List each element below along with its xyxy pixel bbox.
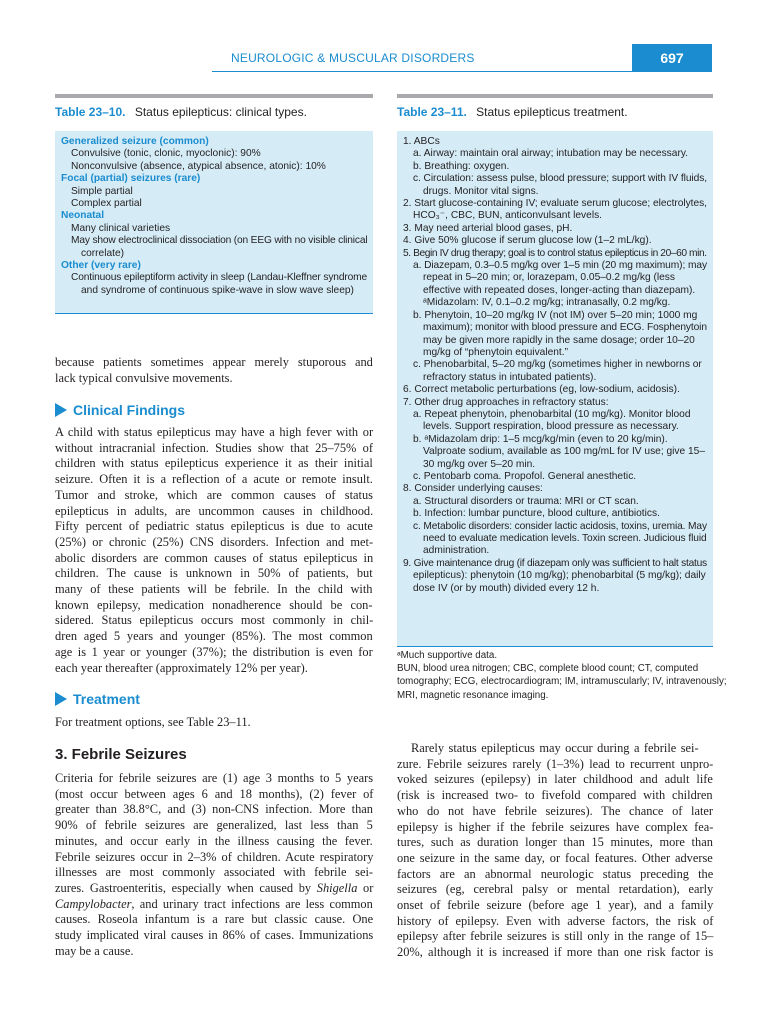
treatment-heading-text: Treatment: [73, 691, 140, 707]
table-11-line: b. Infection: lumbar puncture, blood culture, antibiotics.: [413, 508, 660, 520]
table-11-line: may be given more rapidly in the same dosage; order 10–20: [423, 334, 695, 346]
table-11-line: levels. Support respiration, blood pressure as necessary.: [423, 421, 679, 433]
table-11-title: Status epilepticus treatment.: [476, 105, 628, 119]
febrile-seizures-line: study implicated viral causes in 86% of cases. Immunizations: [55, 928, 374, 943]
table-11-line: HCO₃⁻, CBC, BUN, anticonvulsant levels.: [413, 210, 603, 222]
clinical-findings-line: Fifty percent of pediatric status epilepticus is due to acute: [55, 519, 373, 534]
table-10-line: Continuous epileptiform activity in sleep (Landau-Kleffner syndrome: [71, 272, 368, 284]
table-10-title: Status epilepticus: clinical types.: [134, 105, 307, 119]
right-column-line: seizures (eg, cerebral palsy or mental retardation), early: [397, 882, 714, 897]
febrile-seizures-line: Febrile seizures occur in 2–3% of children. Acute respiratory: [55, 849, 374, 864]
table-11-line: b. Breathing: oxygen.: [413, 160, 510, 172]
table-11-line: c. Circulation: assess pulse, blood pressure; support with IV fluids,: [413, 173, 707, 185]
table-10-line-heading: Neonatal: [61, 210, 105, 222]
febrile-seizures-line: zures. Gastroenteritis, especially when caused by Shigella or: [55, 880, 374, 895]
right-column-line: voked seizures (epilepsy) in later childhood and adult life: [397, 772, 713, 787]
table-11-line: administration.: [423, 545, 490, 557]
table-11-line: a. Airway: maintain oral airway; intubation may be necessary.: [413, 148, 689, 160]
clinical-findings-line: abolic disorders are common causes of status epilepticus in: [55, 550, 374, 565]
clinical-findings-line: Tumor and stroke, which are common causes of status: [55, 487, 373, 502]
clinical-findings-line: (25%) or chronic (25%) CNS disorders. Infection and met-: [55, 534, 374, 549]
table-11-line: 7. Other drug approaches in refractory status:: [403, 396, 609, 408]
table-10-line: Nonconvulsive (absence, atypical absence, atonic): 10%: [71, 160, 326, 172]
triangle-bullet-icon: [55, 403, 67, 417]
febrile-seizures-line: minutes, and occur early in the illness causing the fever.: [55, 833, 373, 848]
table-11-line: 6. Correct metabolic perturbations (eg, low-sodium, acidosis).: [403, 384, 680, 396]
table-10-line: Convulsive (tonic, clonic, myoclonic): 90%: [71, 148, 261, 160]
table-11-footnote-line: tomography; ECG, electrocardiogram; IM, intramuscularly; IV, intravenously;: [397, 676, 727, 688]
table-11-label: Table 23–11.: [397, 105, 467, 119]
right-column-line: epilepsy is higher if the febrile seizures have complex fea-: [397, 819, 714, 834]
clinical-findings-heading-text: Clinical Findings: [73, 402, 186, 418]
clinical-findings-line: known epilepsy, medication nonadherence should be con-: [55, 597, 373, 612]
treatment-paragraph: [55, 715, 373, 731]
table-11-line: a. Diazepam, 0.3–0.5 mg/kg over 1–5 min (20 mg maximum); may: [413, 260, 707, 272]
clinical-findings-line: seizure. Often it is a reflection of a acute or remote insult.: [55, 472, 373, 487]
table-11-line: b. ᵃMidazolam drip: 1–5 mcg/kg/min (even to 20 kg/min).: [413, 433, 668, 445]
clinical-findings-paragraph: [55, 425, 373, 676]
table-11-line: effective with repeated doses, longer-acting than diazepam).: [423, 284, 696, 296]
table-11-line: epilepticus): phenytoin (10 mg/kg); phenobarbital (5 mg/kg); daily: [413, 570, 706, 582]
table-11-box: [397, 131, 713, 647]
table-11-line: 5. Begin IV drug therapy; goal is to control status epilepticus in 20–60 min.: [403, 247, 707, 259]
right-column-line: onset of febrile seizure (before age 1 year), and a family: [397, 898, 714, 913]
febrile-seizures-line: causes. Roseola infantum is a rare but classic cause. One: [55, 912, 374, 927]
table-11-footnote-line: MRI, magnetic resonance imaging.: [397, 689, 549, 701]
table-11-line: mg/kg of “phenytoin equivalent.”: [423, 346, 568, 358]
febrile-seizures-line: Criteria for febrile seizures are (1) age 3 months to 5 years: [55, 771, 374, 785]
clinical-findings-line: epilepticus in adults, are uncommon causes in childhood.: [55, 503, 374, 518]
table-11-line: 9. Give maintenance drug (if diazepam only was sufficient to halt status: [403, 557, 707, 569]
table-11-line: b. Phenytoin, 10–20 mg/kg IV (not IM) over 5–20 min; 1000 mg: [413, 309, 698, 321]
table-11-line: c. Metabolic disorders: consider lactic acidosis, toxins, uremia. May: [413, 520, 707, 532]
right-column-line: Rarely status epilepticus may occur during a febrile sei-: [411, 741, 699, 755]
febrile-seizures-line: may be a cause.: [55, 943, 134, 958]
table-10-line: correlate): [81, 247, 125, 259]
page-number: 697: [632, 44, 712, 72]
treatment-heading: [55, 691, 140, 707]
intro-line: lack typical convulsive movements.: [55, 370, 233, 385]
right-column-line: who do not have febrile seizures). The chance of later: [397, 803, 714, 818]
table-11-line: a. Repeat phenytoin, phenobarbital (10 mg/kg). Monitor blood: [413, 408, 691, 420]
table-11-line: refractory status in intubated patients).: [423, 371, 597, 383]
right-column-line: factors are an abnormal neurologic status preceding the: [397, 866, 714, 881]
clinical-findings-line: many of these patients will be febrile. In the child with: [55, 582, 373, 597]
clinical-findings-line: each year thereafter (approximately 12% per year).: [55, 660, 308, 675]
header-rule: [212, 71, 632, 72]
table-10-top-rule: [55, 94, 373, 98]
clinical-findings-heading: [55, 402, 185, 418]
right-column-line: history of epilepsy. Even with adverse factors, the risk of: [397, 913, 714, 928]
clinical-findings-line: sidered. Status epilepticus occurs most commonly in chil-: [55, 613, 374, 628]
febrile-seizures-line: Campylobacter, and urinary tract infections are less common: [55, 896, 373, 911]
table-11-line: Valproate sodium, available as 100 mg/mL for IV use; give 15–: [423, 446, 706, 458]
table-11-line: a. Structural disorders or trauma: MRI or CT scan.: [413, 495, 639, 507]
table-11-line: ᵃMidazolam: IV, 0.1–0.2 mg/kg; intranasally, 0.2 mg/kg.: [423, 297, 671, 309]
clinical-findings-line: dren aged 5 years and younger (85%). The most common: [55, 629, 373, 644]
table-11-line: drugs. Monitor vital signs.: [423, 185, 539, 197]
table-10-line-heading: Generalized seizure (common): [61, 136, 209, 147]
febrile-seizures-line: greater than 38.8°C, and (3) non-CNS infection. More than: [55, 802, 373, 817]
right-column-line: one seizure in the same day, or focal features. Other adverse: [397, 850, 713, 865]
table-11-line: repeat in 5–20 min; or, lorazepam, 0.05–0.2 mg/kg (less: [423, 272, 675, 284]
table-11-line: 2. Start glucose-containing IV; evaluate serum glucose; electrolytes,: [403, 198, 707, 210]
right-column-line: epilepsy after febrile seizures is still only in the range of 15–: [397, 929, 714, 944]
right-column-paragraph: [397, 741, 713, 961]
table-11-line: 8. Consider underlying causes:: [403, 483, 543, 495]
table-11-line: maximum); monitor with blood pressure and ECG. Fosphenytoin: [423, 322, 707, 334]
table-10-line: Many clinical varieties: [71, 222, 171, 234]
febrile-seizures-line: 90% of febrile seizures are generalized, last less than 5: [55, 818, 373, 833]
clinical-findings-line: children. The cause is unknown in 50% of patients, but: [55, 566, 373, 581]
febrile-seizures-line: (most occur between ages 6 and 18 months), (2) fever of: [55, 786, 374, 801]
table-10-line: Simple partial: [71, 185, 133, 197]
table-11-line: c. Phenobarbital, 5–20 mg/kg (sometimes higher in newborns or: [413, 359, 702, 371]
table-11-line: 3. May need arterial blood gases, pH.: [403, 222, 573, 234]
clinical-findings-line: children with status epilepticus experience it as their initial: [55, 456, 373, 471]
table-10-box: [55, 131, 373, 314]
running-header: NEUROLOGIC & MUSCULAR DISORDERS: [231, 51, 475, 65]
table-10-line-heading: Focal (partial) seizures (rare): [61, 173, 201, 185]
table-10-line: Complex partial: [71, 198, 142, 210]
table-11-line: 1. ABCs: [403, 136, 440, 147]
table-10-label: Table 23–10.: [55, 105, 126, 119]
right-column-line: zure. Febrile seizures rarely (1–3%) lead to recurrent unpro-: [397, 756, 714, 771]
table-11-line: dose IV (or by mouth) divided every 12 h.: [413, 582, 600, 594]
right-column-line: tures, such as duration longer than 15 minutes, more than: [397, 835, 713, 850]
treatment-line: For treatment options, see Table 23–11.: [55, 715, 251, 729]
table-11-line: 4. Give 50% glucose if serum glucose low (1–2 mL/kg).: [403, 235, 652, 247]
table-10-line: May show electroclinical dissociation (on EEG with no visible clinical: [71, 235, 368, 247]
febrile-seizures-heading: 3. Febrile Seizures: [55, 746, 187, 763]
table-11-line: c. Pentobarb coma. Propofol. General anesthetic.: [413, 470, 637, 482]
triangle-bullet-icon: [55, 692, 67, 706]
table-11-footnote-line: ᵃMuch supportive data.: [397, 650, 498, 661]
clinical-findings-line: age is 1 year or younger (37%); the distribution is even for: [55, 644, 373, 659]
table-11-top-rule: [397, 94, 713, 98]
intro-line: because patients sometimes appear merely stuporous and: [55, 355, 373, 369]
table-10-caption: [55, 105, 307, 119]
intro-paragraph: [55, 355, 373, 386]
clinical-findings-line: A child with status epilepticus may have a high fever with or: [55, 425, 374, 439]
clinical-findings-line: without intracranial infection. Studies show that 25–75% of: [55, 440, 373, 455]
febrile-seizures-line: illnesses are most commonly associated with febrile sei-: [55, 865, 374, 880]
table-11-line: 30 mg/kg over 5–20 min.: [423, 458, 536, 470]
febrile-seizures-paragraph: [55, 771, 373, 959]
table-10-line: and syndrome of continuous spike-wave in slow wave sleep): [81, 284, 354, 296]
table-11-caption: [397, 105, 628, 119]
right-column-line: 20%, although it is increased if more than one risk factor is: [397, 945, 714, 960]
table-11-line: need to evaluate medication levels. Toxin screen. Judicious fluid: [423, 533, 707, 544]
right-column-line: (risk is increased two- to fivefold compared with children: [397, 788, 713, 803]
table-10-line-heading: Other (very rare): [61, 260, 141, 272]
table-11-footnotes: [397, 649, 727, 702]
table-11-footnote-line: BUN, blood urea nitrogen; CBC, complete blood count; CT, computed: [397, 663, 699, 675]
